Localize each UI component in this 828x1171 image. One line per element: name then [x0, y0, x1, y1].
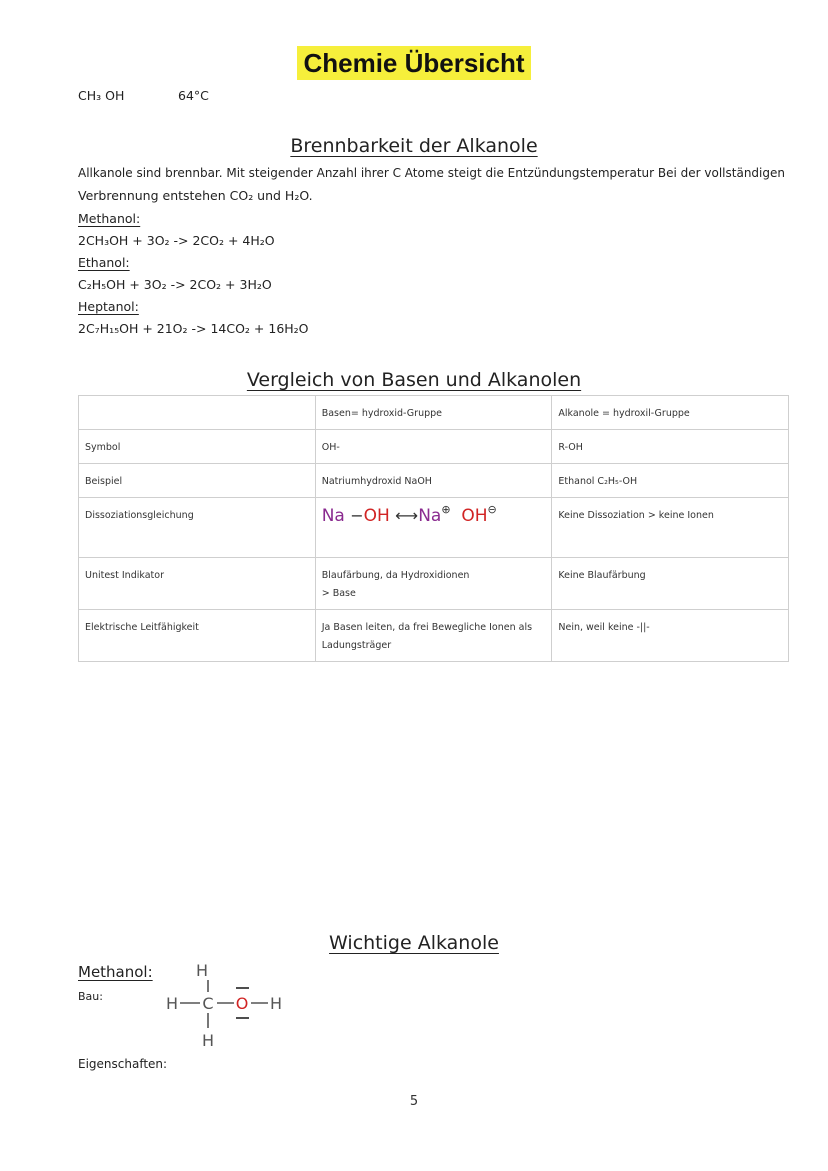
section-heading-brennbarkeit: Brennbarkeit der Alkanole — [290, 135, 538, 157]
dissociation-equation — [315, 498, 552, 558]
equilibrium-arrow-icon: ⟷ — [395, 506, 419, 525]
top-temperature: 64°C — [178, 88, 209, 103]
table-cell: Keine Dissoziation > keine Ionen — [552, 498, 789, 558]
section-heading-wichtige-alkanole: Wichtige Alkanole — [329, 932, 499, 954]
atom-c: C — [202, 994, 214, 1013]
table-cell: OH- — [315, 430, 552, 464]
sodium-symbol: Na — [321, 506, 345, 526]
table-cell-line: Ladungsträger — [321, 640, 392, 651]
methanol-label: Methanol: — [78, 211, 141, 226]
comparison-table — [78, 395, 789, 662]
table-row — [79, 610, 789, 662]
table-cell: Unitest Indikator — [79, 558, 316, 610]
atom-h-left: H — [165, 994, 179, 1013]
methanol-equation: 2CH₃OH + 3O₂ -> 2CO₂ + 4H₂O — [78, 233, 275, 248]
hydroxide-ion-symbol: OH — [461, 506, 488, 526]
section-heading-vergleich: Vergleich von Basen und Alkanolen — [246, 369, 582, 391]
table-cell: R-OH — [552, 430, 789, 464]
page-title-text: Chemie Übersicht — [297, 46, 530, 80]
section1-paragraph-line2: Verbrennung entstehen CO₂ und H₂O. — [78, 188, 313, 203]
section1-paragraph-line1: Allkanole sind brennbar. Mit steigender Anzahl ihrer C Atome steigt die Entzündungstemperatur Bei der vollständigen — [78, 166, 785, 180]
atom-h-right: H — [269, 994, 283, 1013]
minus-charge-icon: ⊖ — [487, 503, 497, 516]
methanol-subheading: Methanol: — [78, 963, 153, 981]
table-cell-line: > Base — [321, 588, 356, 599]
hydroxide-symbol: OH — [363, 506, 390, 526]
plus-charge-icon: ⊕ — [441, 503, 451, 516]
bau-label: Bau: — [78, 990, 103, 1003]
top-formula: CH₃ OH — [78, 88, 125, 103]
table-cell — [315, 558, 552, 610]
table-header-cell — [79, 396, 316, 430]
methanol-structure-diagram — [160, 958, 300, 1050]
heptanol-equation: 2C₇H₁₅OH + 21O₂ -> 14CO₂ + 16H₂O — [78, 321, 309, 336]
table-row — [79, 558, 789, 610]
table-cell-line: Ja Basen leiten, da frei Bewegliche Ionen als — [321, 622, 533, 633]
page-title — [0, 48, 828, 79]
table-cell-line: Blaufärbung, da Hydroxidionen — [321, 570, 470, 581]
table-cell: Ethanol C₂H₅-OH — [552, 464, 789, 498]
table-cell: Nein, weil keine -||- — [552, 610, 789, 662]
table-row — [79, 430, 789, 464]
table-header-cell: Alkanole = hydroxil-Gruppe — [552, 396, 789, 430]
table-header-cell: Basen= hydroxid-Gruppe — [315, 396, 552, 430]
table-cell — [315, 610, 552, 662]
table-cell: Keine Blaufärbung — [552, 558, 789, 610]
bond-dash: − — [350, 506, 364, 525]
atom-h-bottom: H — [201, 1031, 215, 1050]
table-cell: Symbol — [79, 430, 316, 464]
table-cell: Elektrische Leitfähigkeit — [79, 610, 316, 662]
table-header-row — [79, 396, 789, 430]
table-cell: Natriumhydroxid NaOH — [315, 464, 552, 498]
table-row — [79, 464, 789, 498]
atom-o: O — [235, 994, 249, 1013]
ethanol-label: Ethanol: — [78, 255, 130, 270]
eigenschaften-label: Eigenschaften: — [78, 1057, 168, 1071]
table-row — [79, 498, 789, 558]
table-cell: Beispiel — [79, 464, 316, 498]
page-number: 5 — [409, 1094, 419, 1109]
heptanol-label: Heptanol: — [78, 299, 139, 314]
ethanol-equation: C₂H₅OH + 3O₂ -> 2CO₂ + 3H₂O — [78, 277, 272, 292]
atom-h-top: H — [195, 961, 209, 980]
table-cell: Dissoziationsgleichung — [79, 498, 316, 558]
sodium-ion-symbol: Na — [418, 506, 442, 526]
